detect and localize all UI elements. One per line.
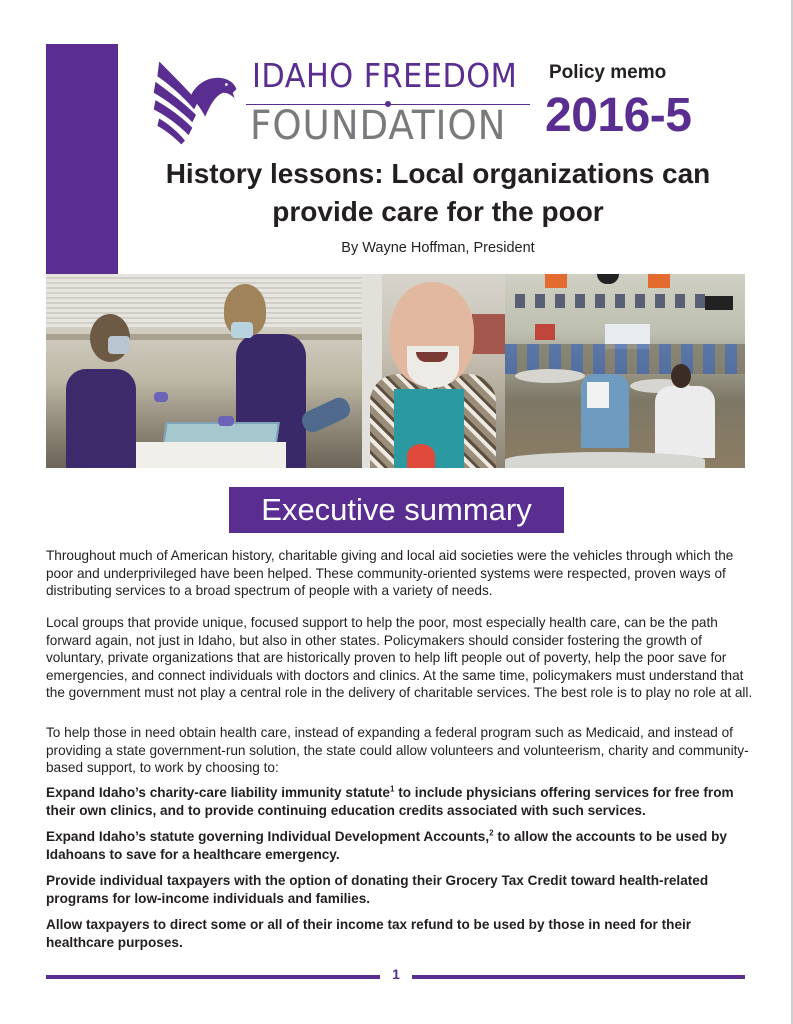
decorative-side-bar	[46, 44, 118, 274]
recommendation-text: to include physicians offering services for free from their own clinics, and to provide continuing education credits associated with such services.	[46, 785, 734, 818]
photo-strip	[46, 274, 745, 468]
paragraph: To help those in need obtain health care, instead of expanding a federal program such as Medicaid, and instead of providing a state government-run solution, the state could allow volunteers and volunteerism, charity and community-based support, to work by choosing to:	[46, 725, 749, 776]
page-number: 1	[392, 966, 400, 982]
footer-rule-left	[46, 975, 380, 979]
memo-label: Policy memo	[549, 62, 667, 83]
organization-logo	[150, 56, 530, 148]
title-line-1: History lessons: Local organizations can	[165, 158, 711, 189]
recommendation-text: Expand Idaho’s charity-care liability immunity statute	[46, 785, 390, 800]
byline: By Wayne Hoffman, President	[341, 240, 535, 256]
title-line-2: provide care for the poor	[272, 196, 604, 227]
paragraph: Throughout much of American history, charitable giving and local aid societies were the vehicles through which the poor and underprivileged have been helped. These community-oriented systems were respected, proven ways of distributing services to a broad spectrum of people with a variety of needs.	[46, 548, 734, 599]
photo-smiling-man	[362, 274, 505, 468]
footnote-marker[interactable]: 2	[489, 828, 494, 838]
logo-wordmark-line1: IDAHO FREEDOM	[252, 56, 518, 95]
photo-community-hall	[505, 274, 745, 468]
recommendation-item	[46, 784, 756, 819]
section-heading-executive-summary: Executive summary	[229, 487, 564, 533]
footer-rule-right	[412, 975, 745, 979]
paragraph: Local groups that provide unique, focused support to help the poor, most especially health care, can be the path forward again, not just in Idaho, but also in other states. Policymakers should consider fostering the growth of voluntary, private organizations that are historically proven to help lift people out of poverty, help the poor save for emergencies, and connect individuals with doctors and clinics. At the same time, policymakers must understand that the government must not play a central role in the delivery of charitable services. The best role is to play no role at all.	[46, 615, 753, 701]
recommendation-text: to allow the accounts to be used by Idahoans to save for a healthcare emergency.	[46, 829, 727, 862]
eagle-icon	[150, 56, 242, 148]
recommendation-item	[46, 872, 756, 907]
memo-number: 2016-5	[545, 89, 692, 142]
footnote-marker[interactable]: 1	[389, 784, 395, 794]
recommendation-item	[46, 916, 756, 951]
recommendation-item	[46, 828, 756, 863]
document-title	[118, 155, 758, 231]
logo-wordmark-line2: FOUNDATION	[250, 103, 507, 149]
recommendation-text: Allow taxpayers to direct some or all of their income tax refund to be used by those in need for their healthcare purposes.	[46, 917, 692, 950]
recommendation-text: Expand Idaho’s statute governing Individual Development Accounts,	[46, 829, 490, 844]
recommendation-text: Provide individual taxpayers with the option of donating their Grocery Tax Credit toward health-related programs for low-income individuals and families.	[46, 873, 709, 906]
photo-dental-volunteers	[46, 274, 362, 468]
